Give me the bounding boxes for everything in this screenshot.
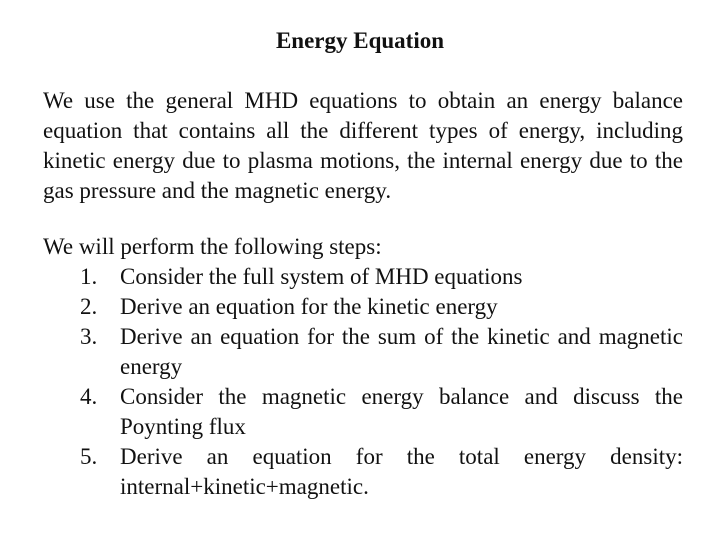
step-number: 1. [80,264,98,289]
list-item [0,262,720,292]
step-number: 5. [80,444,98,469]
slide-title: Energy Equation [275,28,445,53]
list-item [0,442,720,502]
step-number: 3. [80,324,98,349]
step-text: Derive an equation for the total energy density: internal+kinetic+magnetic. [120,444,683,499]
step-text: Consider the full system of MHD equations [120,264,523,289]
step-number: 2. [80,294,98,319]
intro-paragraph: We use the general MHD equations to obtain an energy balance equation that contains all the different types of energy, including kinetic energy due to plasma motions, the internal energy due to the gas pressure and the magnetic energy. [43,88,683,203]
steps-list [0,262,720,502]
list-item [0,322,720,382]
step-text: Derive an equation for the sum of the kinetic and magnetic energy [120,324,683,379]
step-number: 4. [80,384,98,409]
steps-lead: We will perform the following steps: [43,234,382,259]
step-text: Consider the magnetic energy balance and discuss the Poynting flux [120,384,683,439]
list-item [0,292,720,322]
step-text: Derive an equation for the kinetic energy [120,294,498,319]
list-item [0,382,720,442]
